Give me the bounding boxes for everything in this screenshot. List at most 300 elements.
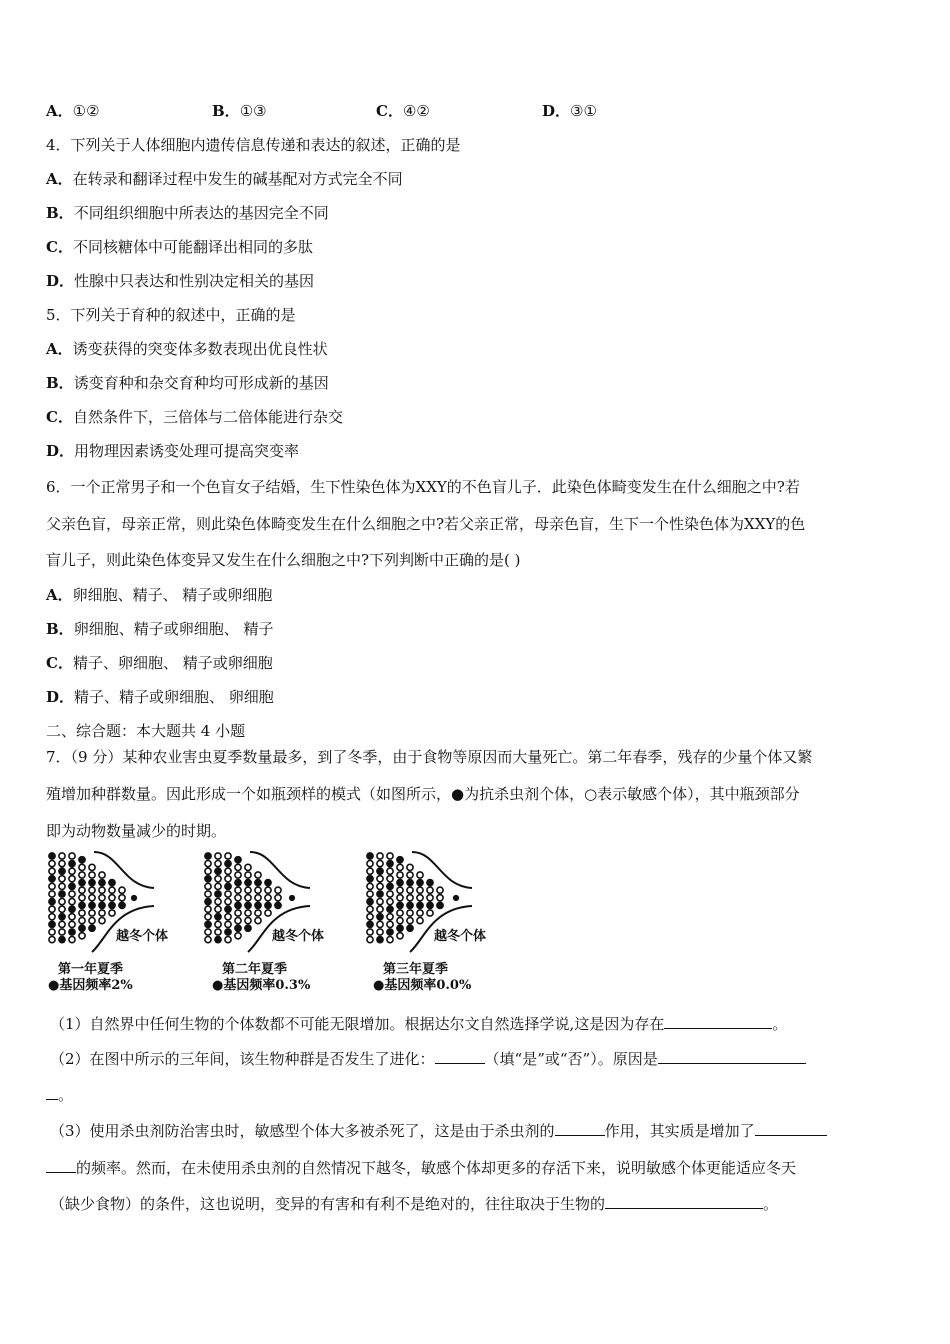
answer-blank[interactable] xyxy=(658,1048,806,1064)
option-letter: A． xyxy=(46,340,73,358)
sensitive-individual-dot xyxy=(205,937,211,943)
resistant-individual-dot xyxy=(49,853,55,859)
sensitive-individual-dot xyxy=(215,853,221,859)
resistant-individual-dot xyxy=(131,895,137,901)
resistant-individual-dot xyxy=(377,891,383,897)
resistant-individual-dot xyxy=(397,880,403,886)
sensitive-individual-dot xyxy=(215,899,221,905)
resistant-individual-dot xyxy=(99,880,105,886)
resistant-individual-dot xyxy=(205,853,211,859)
sensitive-individual-dot xyxy=(225,876,231,882)
sensitive-individual-dot xyxy=(89,910,95,916)
resistant-individual-dot xyxy=(265,880,271,886)
sensitive-individual-dot xyxy=(119,895,125,901)
resistant-individual-dot xyxy=(205,899,211,905)
resistant-individual-dot xyxy=(215,891,221,897)
sensitive-individual-dot xyxy=(215,861,221,867)
sensitive-individual-dot xyxy=(377,853,383,859)
resistant-individual-dot xyxy=(427,902,433,908)
resistant-individual-dot xyxy=(367,899,373,905)
q6-option-b xyxy=(46,618,273,640)
q6-stem-line-1: 6．一个正常男子和一个色盲女子结婚，生下性染色体为XXY的不色盲儿子．此染色体畸变发生在什么细胞之中?若 xyxy=(46,478,800,496)
sensitive-individual-dot xyxy=(49,891,55,897)
answer-blank[interactable] xyxy=(555,1120,605,1136)
resistant-individual-dot xyxy=(417,880,423,886)
sensitive-individual-dot xyxy=(79,887,85,893)
option-text: 不同核糖体中可能翻译出相同的多肽 xyxy=(72,238,313,256)
sensitive-individual-dot xyxy=(49,883,55,889)
sensitive-individual-dot xyxy=(367,906,373,912)
resistant-individual-dot xyxy=(59,937,65,943)
resistant-individual-dot xyxy=(79,902,85,908)
sensitive-individual-dot xyxy=(265,895,271,901)
sensitive-individual-dot xyxy=(387,937,393,943)
resistant-individual-dot xyxy=(367,876,373,882)
sensitive-individual-dot xyxy=(367,883,373,889)
overwinter-label: 越冬个体 xyxy=(272,929,325,944)
resistant-individual-dot xyxy=(205,921,211,927)
resistant-individual-dot xyxy=(89,925,95,931)
q4-option-b xyxy=(46,202,329,224)
q3-option-d xyxy=(542,100,597,121)
sensitive-individual-dot xyxy=(79,872,85,878)
panel-frequency: ●基因频率2% xyxy=(48,978,133,993)
option-text: 在转录和翻译过程中发生的碱基配对方式完全不同 xyxy=(72,170,403,188)
option-text: ①③ xyxy=(239,102,267,120)
resistant-individual-dot xyxy=(377,868,383,874)
sensitive-individual-dot xyxy=(69,876,75,882)
sensitive-individual-dot xyxy=(417,918,423,924)
sensitive-individual-dot xyxy=(235,918,241,924)
resistant-individual-dot xyxy=(109,902,115,908)
option-letter: B． xyxy=(46,374,74,392)
panel-season: 第三年夏季 xyxy=(383,962,449,977)
q4-stem: 4．下列关于人体细胞内遗传信息传递和表达的叙述，正确的是 xyxy=(46,136,461,154)
sensitive-individual-dot xyxy=(255,910,261,916)
answer-blank[interactable] xyxy=(605,1193,763,1209)
resistant-individual-dot xyxy=(69,929,75,935)
sensitive-individual-dot xyxy=(79,895,85,901)
sensitive-individual-dot xyxy=(89,895,95,901)
resistant-individual-dot xyxy=(89,880,95,886)
panel-season: 第二年夏季 xyxy=(222,962,288,977)
sensitive-individual-dot xyxy=(397,887,403,893)
option-text: 性腺中只表达和性别决定相关的基因 xyxy=(74,272,315,290)
q6-option-d xyxy=(46,686,274,708)
option-letter: D． xyxy=(46,688,75,706)
sensitive-individual-dot xyxy=(69,899,75,905)
sensitive-individual-dot xyxy=(397,895,403,901)
sensitive-individual-dot xyxy=(407,864,413,870)
sensitive-individual-dot xyxy=(89,872,95,878)
sensitive-individual-dot xyxy=(225,891,231,897)
sensitive-individual-dot xyxy=(407,895,413,901)
q3-option-c xyxy=(376,100,430,121)
sensitive-individual-dot xyxy=(245,910,251,916)
sensitive-individual-dot xyxy=(377,876,383,882)
sensitive-individual-dot xyxy=(407,872,413,878)
q7-stem-line-1: 7．（9 分）某种农业害虫夏季数量最多，到了冬季，由于食物等原因而大量死亡。第二年春季，残存的少量个体又繁 xyxy=(46,748,813,766)
sensitive-individual-dot xyxy=(255,895,261,901)
option-text: 卵细胞、精子或卵细胞、 精子 xyxy=(73,620,274,638)
sensitive-individual-dot xyxy=(387,868,393,874)
resistant-individual-dot xyxy=(49,921,55,927)
text: 的频率。然而，在未使用杀虫剂的自然情况下越冬，敏感个体却更多的存活下来，说明敏感个体更能适应冬天 xyxy=(76,1159,797,1177)
sensitive-individual-dot xyxy=(265,910,271,916)
q7-subquestion-3-cont2 xyxy=(50,1193,778,1215)
sensitive-individual-dot xyxy=(205,929,211,935)
sensitive-individual-dot xyxy=(79,910,85,916)
sensitive-individual-dot xyxy=(235,872,241,878)
q4-option-c xyxy=(46,236,313,258)
resistant-individual-dot xyxy=(245,902,251,908)
resistant-individual-dot xyxy=(255,902,261,908)
sensitive-individual-dot xyxy=(387,899,393,905)
resistant-individual-dot xyxy=(289,895,295,901)
resistant-individual-dot xyxy=(367,921,373,927)
sensitive-individual-dot xyxy=(49,929,55,935)
resistant-individual-dot xyxy=(119,902,125,908)
sensitive-individual-dot xyxy=(59,853,65,859)
sensitive-individual-dot xyxy=(49,914,55,920)
sensitive-individual-dot xyxy=(377,929,383,935)
sensitive-individual-dot xyxy=(387,891,393,897)
sensitive-individual-dot xyxy=(99,895,105,901)
option-letter: C． xyxy=(46,408,73,426)
resistant-individual-dot xyxy=(397,902,403,908)
sensitive-individual-dot xyxy=(59,921,65,927)
q6-option-a xyxy=(46,584,272,606)
resistant-individual-dot xyxy=(437,902,443,908)
sensitive-individual-dot xyxy=(397,872,403,878)
sensitive-individual-dot xyxy=(427,887,433,893)
sensitive-individual-dot xyxy=(215,929,221,935)
sensitive-individual-dot xyxy=(417,872,423,878)
sensitive-individual-dot xyxy=(265,887,271,893)
resistant-individual-dot xyxy=(387,861,393,867)
sensitive-individual-dot xyxy=(225,853,231,859)
resistant-individual-dot xyxy=(387,929,393,935)
sensitive-individual-dot xyxy=(59,899,65,905)
resistant-individual-dot xyxy=(79,925,85,931)
q3-option-a xyxy=(46,100,100,121)
q5-stem: 5．下列关于育种的叙述中，正确的是 xyxy=(46,306,296,324)
resistant-individual-dot xyxy=(235,857,241,863)
sensitive-individual-dot xyxy=(387,914,393,920)
sensitive-individual-dot xyxy=(215,883,221,889)
q4-option-a xyxy=(46,168,403,190)
resistant-individual-dot xyxy=(59,891,65,897)
sensitive-individual-dot xyxy=(225,868,231,874)
sensitive-individual-dot xyxy=(387,876,393,882)
resistant-individual-dot xyxy=(235,925,241,931)
text: （3）使用杀虫剂防治害虫时，敏感型个体大多被杀死了，这是由于杀虫剂的 xyxy=(50,1122,555,1140)
sensitive-individual-dot xyxy=(109,887,115,893)
option-text: 精子、精子或卵细胞、 卵细胞 xyxy=(74,688,274,706)
resistant-individual-dot xyxy=(387,906,393,912)
sensitive-individual-dot xyxy=(99,910,105,916)
answer-blank[interactable] xyxy=(755,1120,827,1136)
resistant-individual-dot xyxy=(407,902,413,908)
sensitive-individual-dot xyxy=(79,933,85,939)
sensitive-individual-dot xyxy=(255,887,261,893)
resistant-individual-dot xyxy=(367,853,373,859)
option-letter: C． xyxy=(46,654,73,672)
sensitive-individual-dot xyxy=(225,921,231,927)
option-text: 诱变获得的突变体多数表现出优良性状 xyxy=(72,340,328,358)
option-letter: D． xyxy=(46,442,75,460)
sensitive-individual-dot xyxy=(407,887,413,893)
resistant-individual-dot xyxy=(275,902,281,908)
q7-subquestion-3-cont xyxy=(46,1157,796,1179)
sensitive-individual-dot xyxy=(235,864,241,870)
option-letter: A． xyxy=(46,586,73,604)
resistant-individual-dot xyxy=(225,861,231,867)
sensitive-individual-dot xyxy=(205,861,211,867)
q6-option-c xyxy=(46,652,273,674)
sensitive-individual-dot xyxy=(69,853,75,859)
option-letter: B． xyxy=(46,204,74,222)
sensitive-individual-dot xyxy=(245,887,251,893)
sensitive-individual-dot xyxy=(109,910,115,916)
resistant-individual-dot xyxy=(69,861,75,867)
option-letter: D． xyxy=(542,102,571,120)
panel-frequency: ●基因频率0.0% xyxy=(373,978,472,993)
sensitive-individual-dot xyxy=(377,861,383,867)
sensitive-individual-dot xyxy=(367,929,373,935)
option-letter: D． xyxy=(46,272,75,290)
resistant-individual-dot xyxy=(265,902,271,908)
sensitive-individual-dot xyxy=(427,910,433,916)
sensitive-individual-dot xyxy=(69,914,75,920)
sensitive-individual-dot xyxy=(377,899,383,905)
sensitive-individual-dot xyxy=(79,918,85,924)
text: 作用，其实质是增加了 xyxy=(604,1122,755,1140)
sensitive-individual-dot xyxy=(69,921,75,927)
sensitive-individual-dot xyxy=(225,899,231,905)
sensitive-individual-dot xyxy=(49,906,55,912)
option-text: 用物理因素诱变处理可提高突变率 xyxy=(74,442,300,460)
option-letter: B． xyxy=(212,102,240,120)
sensitive-individual-dot xyxy=(367,914,373,920)
sensitive-individual-dot xyxy=(49,868,55,874)
sensitive-individual-dot xyxy=(387,853,393,859)
text: （缺少食物）的条件，这也说明，变异的有害和有利不是绝对的，往往取决于生物的 xyxy=(50,1195,606,1213)
sensitive-individual-dot xyxy=(59,929,65,935)
answer-blank[interactable] xyxy=(46,1157,76,1173)
q7-subquestion-2 xyxy=(50,1048,806,1070)
text: 。 xyxy=(763,1195,779,1213)
overwinter-label: 越冬个体 xyxy=(434,929,487,944)
option-letter: A． xyxy=(46,102,73,120)
resistant-individual-dot xyxy=(417,902,423,908)
option-text: 卵细胞、精子、 精子或卵细胞 xyxy=(72,586,273,604)
sensitive-individual-dot xyxy=(377,921,383,927)
resistant-individual-dot xyxy=(89,902,95,908)
sensitive-individual-dot xyxy=(215,906,221,912)
q7-stem-line-3: 即为动物数量减少的时期。 xyxy=(46,822,227,840)
sensitive-individual-dot xyxy=(387,921,393,927)
resistant-individual-dot xyxy=(387,883,393,889)
q7-subquestion-3 xyxy=(50,1120,827,1142)
option-letter: B． xyxy=(46,620,74,638)
sensitive-individual-dot xyxy=(437,895,443,901)
resistant-individual-dot xyxy=(49,899,55,905)
answer-blank[interactable] xyxy=(435,1048,485,1064)
resistant-individual-dot xyxy=(397,857,403,863)
section-heading: 二、综合题：本大题共 4 小题 xyxy=(46,722,246,740)
resistant-individual-dot xyxy=(215,868,221,874)
sensitive-individual-dot xyxy=(59,883,65,889)
sensitive-individual-dot xyxy=(255,918,261,924)
sensitive-individual-dot xyxy=(69,937,75,943)
sensitive-individual-dot xyxy=(205,891,211,897)
resistant-individual-dot xyxy=(79,857,85,863)
q5-option-b xyxy=(46,372,329,394)
resistant-individual-dot xyxy=(59,868,65,874)
option-letter: C． xyxy=(376,102,403,120)
resistant-individual-dot xyxy=(453,895,459,901)
sensitive-individual-dot xyxy=(407,918,413,924)
option-letter: A． xyxy=(46,170,73,188)
option-text: ①② xyxy=(72,102,100,120)
option-text: 诱变育种和杂交育种均可形成新的基因 xyxy=(73,374,329,392)
sensitive-individual-dot xyxy=(205,883,211,889)
resistant-individual-dot xyxy=(225,906,231,912)
resistant-individual-dot xyxy=(245,925,251,931)
resistant-individual-dot xyxy=(49,876,55,882)
resistant-individual-dot xyxy=(225,883,231,889)
sensitive-individual-dot xyxy=(235,910,241,916)
sensitive-individual-dot xyxy=(437,887,443,893)
sensitive-individual-dot xyxy=(69,891,75,897)
sensitive-individual-dot xyxy=(225,914,231,920)
sensitive-individual-dot xyxy=(367,891,373,897)
sensitive-individual-dot xyxy=(79,864,85,870)
q5-option-c xyxy=(46,406,343,428)
sensitive-individual-dot xyxy=(59,876,65,882)
resistant-individual-dot xyxy=(69,906,75,912)
sensitive-individual-dot xyxy=(89,918,95,924)
option-text: ③① xyxy=(570,102,597,120)
resistant-individual-dot xyxy=(215,914,221,920)
sensitive-individual-dot xyxy=(89,864,95,870)
q7-subquestion-1 xyxy=(50,1013,787,1035)
sensitive-individual-dot xyxy=(397,933,403,939)
option-letter: C． xyxy=(46,238,73,256)
q6-stem-line-2: 父亲色盲，母亲正常，则此染色体畸变发生在什么细胞之中?若父亲正常，母亲色盲，生下一个性染色体为XXY的色 xyxy=(46,515,806,533)
sensitive-individual-dot xyxy=(245,864,251,870)
sensitive-individual-dot xyxy=(275,887,281,893)
sensitive-individual-dot xyxy=(119,887,125,893)
option-text: 自然条件下，三倍体与二倍体能进行杂交 xyxy=(72,408,343,426)
sensitive-individual-dot xyxy=(235,887,241,893)
resistant-individual-dot xyxy=(225,929,231,935)
sensitive-individual-dot xyxy=(235,933,241,939)
sensitive-individual-dot xyxy=(367,868,373,874)
resistant-individual-dot xyxy=(99,902,105,908)
sensitive-individual-dot xyxy=(427,895,433,901)
text: （2）在图中所示的三年间，该生物种群是否发生了进化： xyxy=(50,1050,435,1068)
option-text: ④② xyxy=(402,102,430,120)
resistant-individual-dot xyxy=(215,937,221,943)
sensitive-individual-dot xyxy=(99,887,105,893)
resistant-individual-dot xyxy=(109,880,115,886)
answer-blank[interactable] xyxy=(46,1084,58,1100)
sensitive-individual-dot xyxy=(89,887,95,893)
overwinter-label: 越冬个体 xyxy=(116,929,169,944)
sensitive-individual-dot xyxy=(205,868,211,874)
resistant-individual-dot xyxy=(205,876,211,882)
resistant-individual-dot xyxy=(245,880,251,886)
sensitive-individual-dot xyxy=(69,868,75,874)
text: 。 xyxy=(58,1086,74,1104)
sensitive-individual-dot xyxy=(397,910,403,916)
resistant-individual-dot xyxy=(255,880,261,886)
sensitive-individual-dot xyxy=(215,876,221,882)
q3-option-b xyxy=(212,100,267,121)
q7-stem-line-2: 殖增加种群数量。因此形成一个如瓶颈样的模式（如图所示，●为抗杀虫剂个体，○表示敏感个体），其中瓶颈部分 xyxy=(46,785,800,803)
q7-subquestion-2-cont xyxy=(46,1084,73,1106)
sensitive-individual-dot xyxy=(59,861,65,867)
sensitive-individual-dot xyxy=(205,914,211,920)
q6-stem-line-3: 盲儿子，则此染色体变异又发生在什么细胞之中?下列判断中正确的是( ) xyxy=(46,551,521,569)
resistant-individual-dot xyxy=(427,880,433,886)
sensitive-individual-dot xyxy=(367,937,373,943)
resistant-individual-dot xyxy=(407,925,413,931)
q5-option-a xyxy=(46,338,328,360)
panel-season: 第一年夏季 xyxy=(58,962,124,977)
resistant-individual-dot xyxy=(59,914,65,920)
text: 。 xyxy=(772,1015,788,1033)
resistant-individual-dot xyxy=(377,914,383,920)
resistant-individual-dot xyxy=(235,880,241,886)
sensitive-individual-dot xyxy=(49,861,55,867)
sensitive-individual-dot xyxy=(377,906,383,912)
option-text: 不同组织细胞中所表达的基因完全不同 xyxy=(73,204,329,222)
sensitive-individual-dot xyxy=(377,883,383,889)
q5-option-d xyxy=(46,440,299,462)
sensitive-individual-dot xyxy=(109,895,115,901)
sensitive-individual-dot xyxy=(99,918,105,924)
panel-frequency: ●基因频率0.3% xyxy=(212,978,311,993)
sensitive-individual-dot xyxy=(205,906,211,912)
sensitive-individual-dot xyxy=(59,906,65,912)
q4-option-d xyxy=(46,270,314,292)
option-text: 精子、卵细胞、 精子或卵细胞 xyxy=(72,654,273,672)
answer-blank[interactable] xyxy=(664,1013,772,1029)
text: （1）自然界中任何生物的个体数都不可能无限增加。根据达尔文自然选择学说,这是因为存在 xyxy=(50,1015,665,1033)
sensitive-individual-dot xyxy=(235,895,241,901)
sensitive-individual-dot xyxy=(99,872,105,878)
sensitive-individual-dot xyxy=(225,937,231,943)
sensitive-individual-dot xyxy=(397,864,403,870)
text: （填“是”或“否”）。原因是 xyxy=(484,1050,658,1068)
sensitive-individual-dot xyxy=(397,918,403,924)
sensitive-individual-dot xyxy=(49,937,55,943)
sensitive-individual-dot xyxy=(255,872,261,878)
sensitive-individual-dot xyxy=(417,895,423,901)
sensitive-individual-dot xyxy=(417,910,423,916)
resistant-individual-dot xyxy=(407,880,413,886)
resistant-individual-dot xyxy=(235,902,241,908)
sensitive-individual-dot xyxy=(245,895,251,901)
resistant-individual-dot xyxy=(397,925,403,931)
resistant-individual-dot xyxy=(79,880,85,886)
sensitive-individual-dot xyxy=(215,921,221,927)
sensitive-individual-dot xyxy=(245,918,251,924)
sensitive-individual-dot xyxy=(367,861,373,867)
